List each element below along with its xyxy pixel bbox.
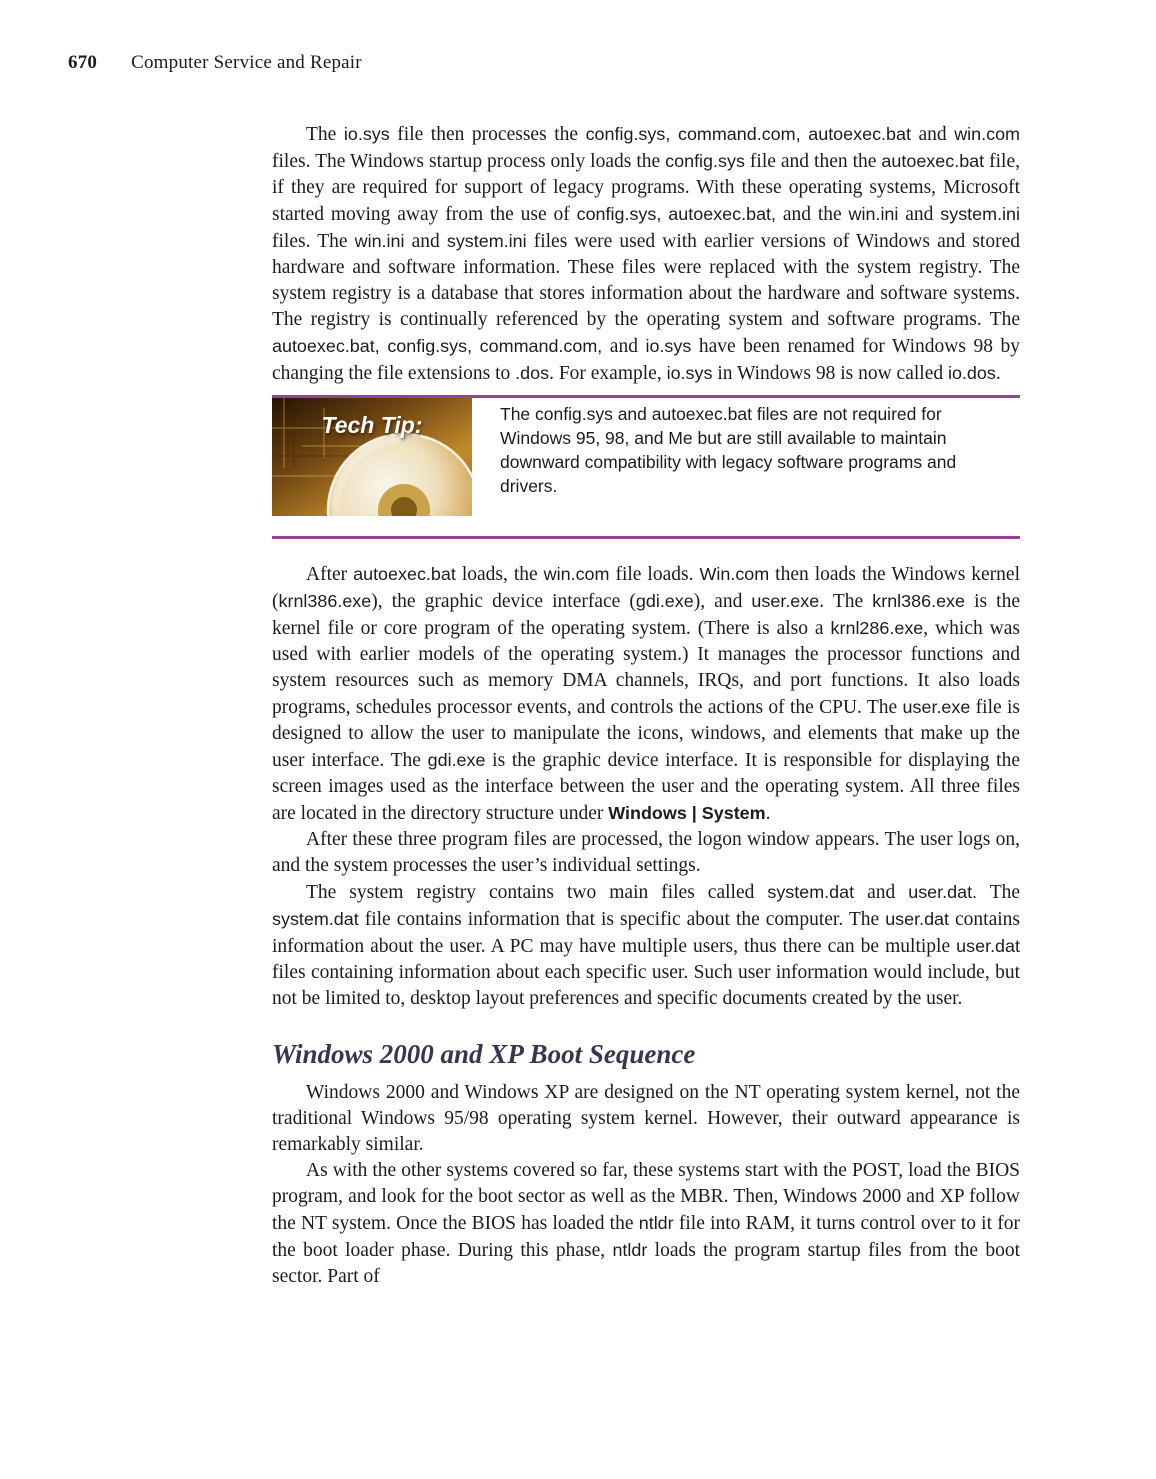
- paragraph-post-bios: As with the other systems covered so far, these systems start with the POST, load the BIOS program, and look for the boot sector as well as the MBR. Then, Windows 2000 and XP follow the NT system. Once the BIOS has loaded the ntldr file into RAM, it turns control over to it for the boot loader phase. During this phase, ntldr loads the program startup files from the boot sector. Part of: [272, 1160, 1020, 1287]
- paragraph-io-sys: The io.sys file then processes the config.sys, command.com, autoexec.bat and win.com files. The Windows startup process only loads the config.sys file and then the autoexec.bat file, if they are required for support of legacy programs. With these operating systems, Microsoft started moving away from the use of config.sys, autoexec.bat, and the win.ini and system.ini files. The win.ini and system.ini files were used with earlier versions of Windows and stored hardware and software information. These files were replaced with the system registry. The system registry is a database that stores information about the hardware and software systems. The registry is continually referenced by the operating system and software programs. The autoexec.bat, config.sys, command.com, and io.sys have been renamed for Windows 98 by changing the file extensions to .dos. For example, io.sys in Windows 98 is now called io.dos.: [272, 124, 1021, 384]
- text-column: [272, 121, 1020, 1290]
- paragraph-win-com: After autoexec.bat loads, the win.com file loads. Win.com then loads the Windows kernel (krnl386.exe), the graphic device interface (gdi.exe), and user.exe. The krnl386.exe is the kernel file or core program of the operating system. (There is also a krnl286.exe, which was used with earlier models of the operating system.) It manages the processor functions and system resources such as memory DMA channels, IRQs, and port functions. It also loads programs, schedules processor events, and controls the actions of the CPU. The user.exe file is designed to allow the user to manipulate the icons, windows, and elements that make up the user interface. The gdi.exe is the graphic device interface. It is responsible for displaying the screen images used as the interface between the user and the operating system. All three files are located in the directory structure under Windows | System.: [272, 564, 1021, 824]
- tech-tip-body: [272, 398, 1020, 536]
- paragraph-registry-files: The system registry contains two main files called system.dat and user.dat. The system.dat file contains information that is specific about the computer. The user.dat contains information about the user. A PC may have multiple users, thus there can be multiple user.dat files containing information about each specific user. Such user information would include, but not be limited to, desktop layout preferences and specific documents created by the user.: [272, 882, 1021, 1009]
- page-number: 670: [68, 52, 98, 73]
- tech-tip-figure: [272, 398, 472, 516]
- running-title: Computer Service and Repair: [131, 52, 362, 73]
- tech-tip-box: [272, 395, 1020, 539]
- page-header: [68, 52, 362, 74]
- tech-tip-text: The config.sys and autoexec.bat files are not required for Windows 95, 98, and Me but are still available to maintain downward compatibility with legacy software programs and drivers.: [500, 404, 957, 496]
- section-heading-boot-sequence: Windows 2000 and XP Boot Sequence: [272, 1039, 696, 1069]
- paragraph-logon: After these three program files are processed, the logon window appears. The user logs on, and the system processes the user’s individual settings.: [272, 829, 1020, 876]
- tech-tip-label: Tech Tip:: [321, 412, 423, 438]
- tech-tip-bottom-rule: [272, 536, 1020, 539]
- paragraph-nt-kernel: Windows 2000 and Windows XP are designed on the NT operating system kernel, not the traditional Windows 95/98 operating system kernel. However, their outward appearance is remarkably similar.: [272, 1082, 1020, 1155]
